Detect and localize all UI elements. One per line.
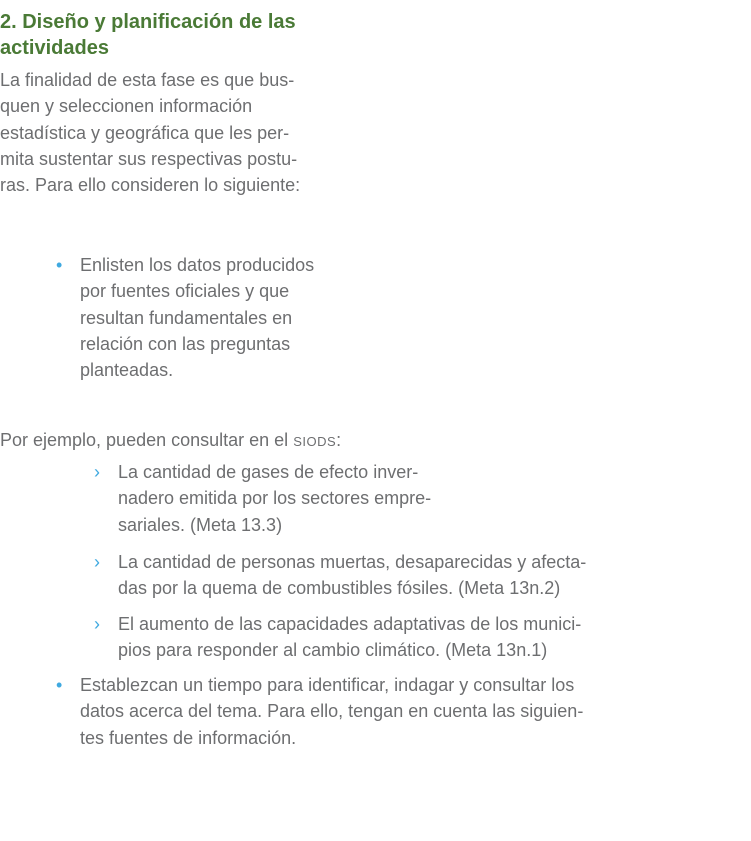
text-line: pios para responder al cambio climático. (Meta 13n.1) [118,640,548,661]
sub-item [94,611,582,664]
text-line: nadero emitida por los sectores empre- [118,488,432,509]
chevron-right-icon: › [94,552,100,572]
text-line: mita sustentar sus respectivas postu- [0,148,298,169]
bullet-item [56,672,584,751]
text-line: La cantidad de personas muertas, desaparecidas y afecta- [118,552,587,572]
text-line: sariales. (Meta 13.3) [118,514,283,535]
text-line: planteadas. [80,360,174,381]
example-text: Por ejemplo, pueden consultar en el [0,430,294,450]
text-line: ras. Para ello consideren lo siguiente: [0,175,301,196]
text-line: tes fuentes de información. [80,727,297,748]
example-line [0,427,341,453]
text-line: datos acerca del tema. Para ello, tengan en cuenta las siguien- [80,701,584,722]
text-line: das por la quema de combustibles fósiles. (Meta 13n.2) [118,578,561,599]
text-line: estadística y geográfica que les per- [0,122,290,143]
text-line: El aumento de las capacidades adaptativas de los munici- [118,614,582,634]
intro-paragraph [0,67,300,198]
text-line: quen y seleccionen información [0,96,253,117]
bullet-item [56,252,315,383]
text-line: Establezcan un tiempo para identificar, indagar y consultar los [80,675,575,695]
acronym: SIODS [293,434,337,449]
sub-item [94,459,432,538]
text-line: resultan fundamentales en [80,307,293,328]
chevron-right-icon: › [94,614,100,634]
heading-line: actividades [0,37,109,60]
heading-line: 2. Diseño y planificación de las [0,11,296,33]
bullet-icon: • [56,675,63,695]
bullet-icon: • [56,255,63,275]
colon: : [336,430,342,450]
text-line: La finalidad de esta fase es que bus- [0,70,295,90]
text-line: relación con las preguntas [80,333,291,354]
text-line: Enlisten los datos producidos [80,255,315,275]
text-line: por fuentes oficiales y que [80,281,290,302]
section-heading [0,9,296,62]
sub-item [94,549,587,602]
chevron-right-icon: › [94,462,100,482]
text-line: La cantidad de gases de efecto inver- [118,462,419,482]
